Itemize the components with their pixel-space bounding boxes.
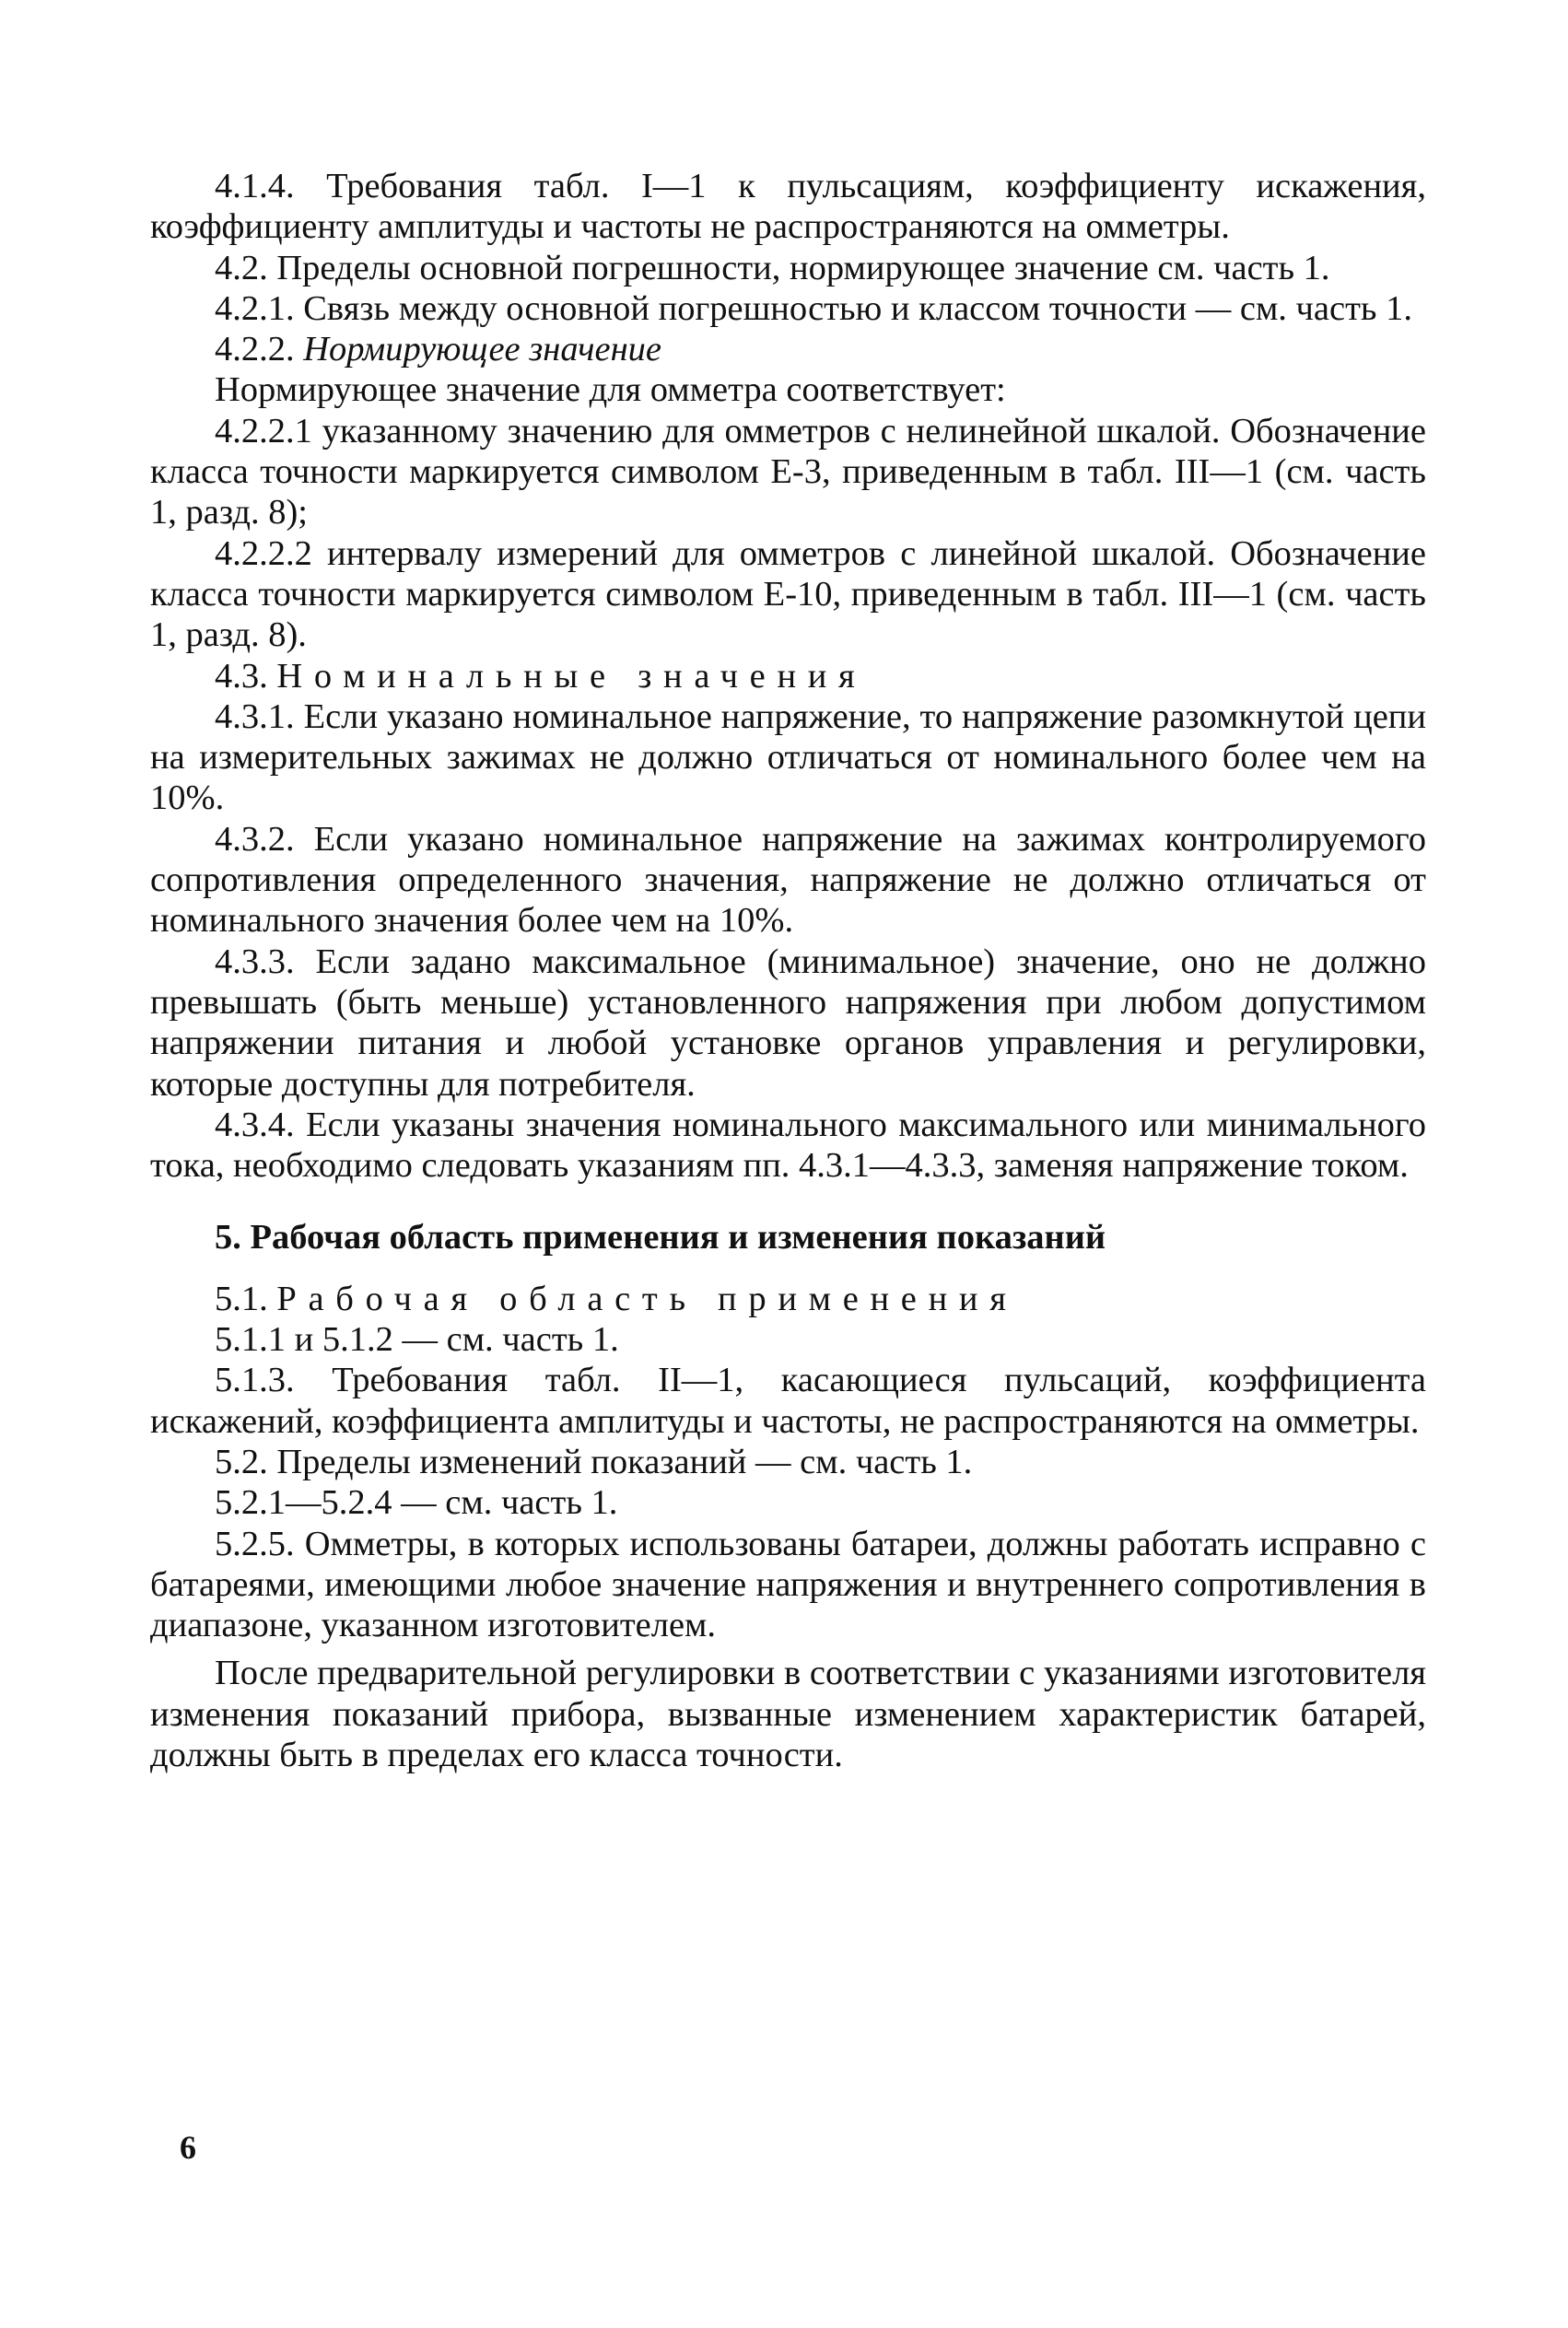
clause-4-3-4: 4.3.4. Если указаны значения номинального максимального или минимального тока, необходимо следовать указаниям пп. 4.3.1—4.3.3, заменяя напряжение током. <box>150 1105 1426 1186</box>
paragraph-gap <box>150 1645 1426 1653</box>
clause-4-2-1: 4.2.1. Связь между основной погрешностью и классом точности — см. часть 1. <box>215 288 1412 328</box>
clause-4-3 <box>150 656 1426 696</box>
clause-number: 5.1. <box>215 1279 268 1318</box>
clause-5-1 <box>150 1279 1426 1319</box>
clause-5-2-1-5-2-4: 5.2.1—5.2.4 — см. часть 1. <box>215 1483 618 1523</box>
clause-4-2-2-1: 4.2.2.1 указанному значению для омметров с нелинейной шкалой. Обозначение класса точности маркируется символом Е-3, приведенным в табл. III—1 (см. часть 1, разд. 8); <box>150 411 1426 532</box>
clause-5-2-5: 5.2.5. Омметры, в которых использованы батареи, должны работать исправно с батареями, имеющими любое значение напряжения и внутреннего сопротивления в диапазоне, указанном изготовителем. <box>150 1524 1426 1645</box>
battery-adjustment-paragraph: После предварительной регулировки в соответствии с указаниями изготовителя изменения показаний прибора, вызванные изменением характеристик батарей, должны быть в пределах его класса точности. <box>150 1654 1426 1774</box>
section-5-heading: 5. Рабочая область применения и изменения показаний <box>215 1218 1106 1258</box>
page-number: 6 <box>180 2129 196 2166</box>
clause-4-3-3: 4.3.3. Если задано максимальное (минимальное) значение, оно не должно превышать (быть меньше) установленного напряжения при любом допустимом напряжении питания и любой установке органов управления и регулировки, которые доступны для потребителя. <box>150 942 1426 1104</box>
clause-5-2: 5.2. Пределы изменений показаний — см. часть 1. <box>215 1442 973 1481</box>
clause-4-2-2-2: 4.2.2.2 интервалу измерений для омметров с линейной шкалой. Обозначение класса точности маркируется символом Е-10, приведенным в табл. III—1 (см. часть 1, разд. 8). <box>150 533 1426 655</box>
normative-value-intro: Нормирующее значение для омметра соответствует: <box>215 370 1006 410</box>
clause-5-1-1-5-1-2: 5.1.1 и 5.1.2 — см. часть 1. <box>215 1320 619 1360</box>
clause-4-2-2 <box>150 329 1426 369</box>
clause-title: Рабочая область применения <box>276 1279 1018 1318</box>
clause-number: 4.3. <box>215 656 268 696</box>
clause-title: Номинальные значения <box>276 656 867 696</box>
page-body <box>150 166 1426 1775</box>
clause-4-3-2: 4.3.2. Если указано номинальное напряжение на зажимах контролируемого сопротивления определенного значения, напряжение не должно отличаться от номинального значения более чем на 10%. <box>150 819 1426 941</box>
clause-5-1-3: 5.1.3. Требования табл. II—1, касающиеся пульсаций, коэффициента искажений, коэффициента амплитуды и частоты, не распространяются на омметры. <box>150 1361 1426 1441</box>
clause-number: 4.2.2. <box>215 330 295 369</box>
clause-4-1-4: 4.1.4. Требования табл. I—1 к пульсациям, коэффициенту искажения, коэффициенту амплитуды и частоты не распространяются на омметры. <box>150 167 1426 247</box>
clause-4-3-1: 4.3.1. Если указано номинальное напряжение, то напряжение разомкнутой цепи на измерительных зажимах не должно отличаться от номинального более чем на 10%. <box>150 696 1426 818</box>
clause-4-2: 4.2. Пределы основной погрешности, нормирующее значение см. часть 1. <box>215 248 1330 287</box>
clause-title: Нормирующее значение <box>303 330 662 369</box>
